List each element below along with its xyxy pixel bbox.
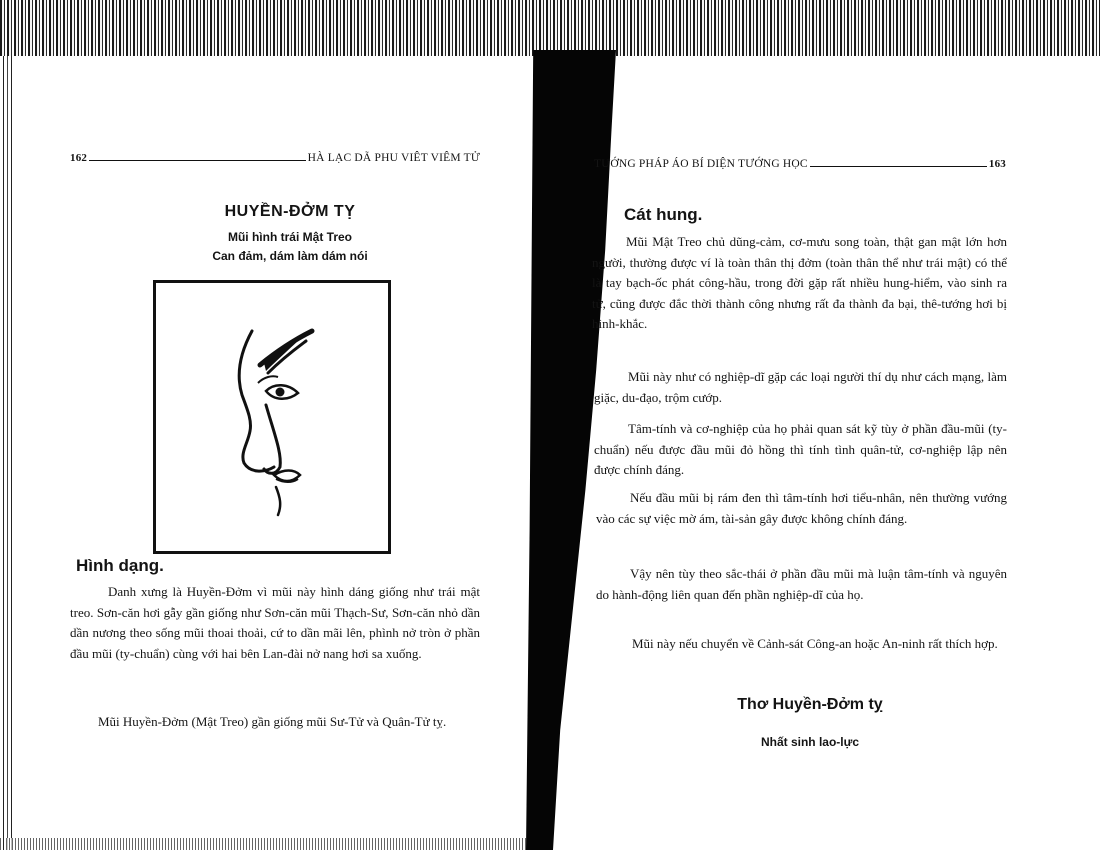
left-paragraph-2: Mũi Huyền-Đởm (Mật Treo) gần giống mũi Sư-Tử và Quân-Tử tỵ.: [98, 714, 447, 729]
right-paragraph-2: Mũi này như có nghiệp-dĩ gặp các loại người thí dụ như cách mạng, làm giặc, du-đạo, trộm cướp.: [594, 369, 1007, 405]
right-page-number: 163: [988, 158, 1006, 170]
left-paragraph-1: Danh xưng là Huyền-Đởm vì mũi này hình dáng giống như trái mật treo. Sơn-căn hơi gẫy gần giống như Sơn-căn mũi Thạch-Sư, Sơn-căn nhỏ dần dần nương theo sống mũi thoai thoải, cứ to dần mãi lên, phình nở tròn ở phần đầu mũi (ty-chuẩn) cùng với hai bên Lan-đài nở nang hơi sa xuống.: [70, 584, 480, 661]
header-rule: [810, 165, 987, 167]
nose-outline: [264, 405, 280, 473]
scan-top-band: [0, 0, 1100, 56]
left-page-number: 162: [70, 152, 88, 164]
eye-pupil: [276, 388, 285, 397]
right-running-title: TƯỚNG PHÁP ÁO BÍ DIỆN TƯỚNG HỌC: [594, 158, 808, 170]
header-rule: [89, 159, 306, 161]
face-outline: [239, 331, 274, 471]
right-page: [590, 60, 1090, 840]
chapter-subtitle-2: Can đảm, dám làm dám nói: [212, 249, 368, 263]
poem-subtitle: Nhất sinh lao-lực: [760, 735, 860, 749]
left-running-title: HÀ LẠC DÃ PHU VIÊT VIÊM TỬ: [307, 152, 480, 164]
chin-line: [276, 487, 280, 515]
poem-title: Thơ Huyền-Đởm tỵ: [737, 696, 883, 713]
section-heading-shape: Hình dạng.: [76, 556, 164, 575]
right-paragraph-6: Mũi này nếu chuyển về Cảnh-sát Công-an hoặc An-ninh rất thích hợp.: [632, 636, 998, 651]
nose-profile-illustration: [153, 280, 391, 554]
scan-left-edge: [0, 56, 14, 850]
right-paragraph-1: Mũi Mật Treo chủ dũng-cảm, cơ-mưu song toàn, thật gan mật lớn hơn người, thường được ví là toàn thân thị đởm (toàn thân thể như trái mật) có thể là tay bạch-ốc phát công-hầu, trong đời gặp rất nhiều hung-hiểm, vào sinh ra tử, cũng được đắc thời thành công nhưng rất đa thành đa bại, thê-tướng hơi bị hình-khắc.: [592, 234, 1007, 332]
chapter-title: HUYỀN-ĐỞM TỴ: [224, 203, 356, 220]
right-paragraph-4: Nếu đầu mũi bị rám đen thì tâm-tính hơi tiểu-nhân, nên thường vướng vào các sự việc mờ ám, tài-sản gây được không chính đáng.: [596, 490, 1007, 526]
chapter-subtitle-1: Mũi hình trái Mật Treo: [227, 230, 352, 244]
face-profile-drawing: [156, 283, 388, 551]
eyebrow-stroke-2: [260, 331, 312, 365]
right-running-head: [594, 158, 1006, 170]
left-page: [20, 60, 526, 840]
right-paragraph-5: Vậy nên tùy theo sắc-thái ở phần đầu mũi mà luận tâm-tính và nguyên do hành-động liên quan đến phần nghiệp-dĩ của họ.: [596, 566, 1007, 602]
section-heading-fortune: Cát hung.: [624, 205, 703, 224]
right-paragraph-3: Tâm-tính và cơ-nghiệp của họ phải quan sát kỹ tùy ở phần đầu-mũi (ty-chuẩn) nếu được đầu mũi đỏ hồng thì tính tình quân-tử, cơ-nghiệp lập nên được chính đáng.: [594, 421, 1007, 478]
left-running-head: [70, 152, 480, 164]
eyelid-line: [258, 376, 278, 383]
